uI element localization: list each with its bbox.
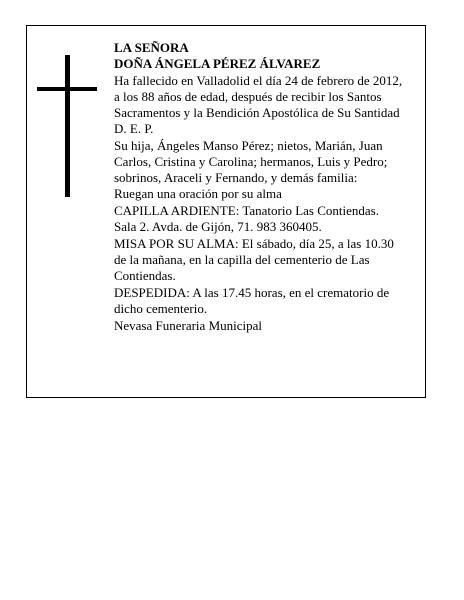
text-line: DESPEDIDA: A las 17.45 horas, en el crematorio de (114, 285, 390, 300)
text-line: Ha fallecido en Valladolid el día 24 de febrero de 2012, (114, 73, 403, 88)
death-announcement (114, 73, 424, 137)
deceased-name: DOÑA ÁNGELA PÉREZ ÁLVAREZ (114, 56, 321, 71)
text-line: Carlos, Cristina y Carolina; hermanos, Luis y Pedro; (114, 154, 388, 169)
title-honorific: LA SEÑORA (114, 40, 189, 55)
cross-vertical-bar (65, 55, 70, 197)
obituary-notice (26, 25, 426, 398)
text-line: D. E. P. (114, 121, 154, 136)
chapel-paragraph (114, 203, 424, 235)
text-line: Sala 2. Avda. de Gijón, 71. 983 360405. (114, 219, 322, 234)
funeral-home-name: Nevasa Funeraria Municipal (114, 318, 263, 333)
text-line: Su hija, Ángeles Manso Pérez; nietos, Marián, Juan (114, 138, 383, 153)
latin-cross-icon (37, 55, 97, 197)
text-line: sobrinos, Araceli y Fernando, y demás familia: (114, 170, 358, 185)
text-line: MISA POR SU ALMA: El sábado, día 25, a las 10.30 (114, 236, 394, 251)
family-paragraph (114, 138, 424, 202)
text-line: Contiendas. (114, 268, 176, 283)
mass-paragraph (114, 236, 424, 284)
notice-text (114, 40, 424, 334)
text-line: dicho cementerio. (114, 301, 208, 316)
text-line: Sacramentos y la Bendición Apostólica de Su Santidad (114, 105, 400, 120)
farewell-paragraph (114, 285, 424, 317)
funeral-home-paragraph (114, 318, 424, 334)
text-line: de la mañana, en la capilla del cementerio de Las (114, 252, 370, 267)
text-line: a los 88 años de edad, después de recibir los Santos (114, 89, 382, 104)
text-line: CAPILLA ARDIENTE: Tanatorio Las Contiendas. (114, 203, 379, 218)
cross-horizontal-bar (37, 87, 97, 91)
text-line: Ruegan una oración por su alma (114, 186, 282, 201)
